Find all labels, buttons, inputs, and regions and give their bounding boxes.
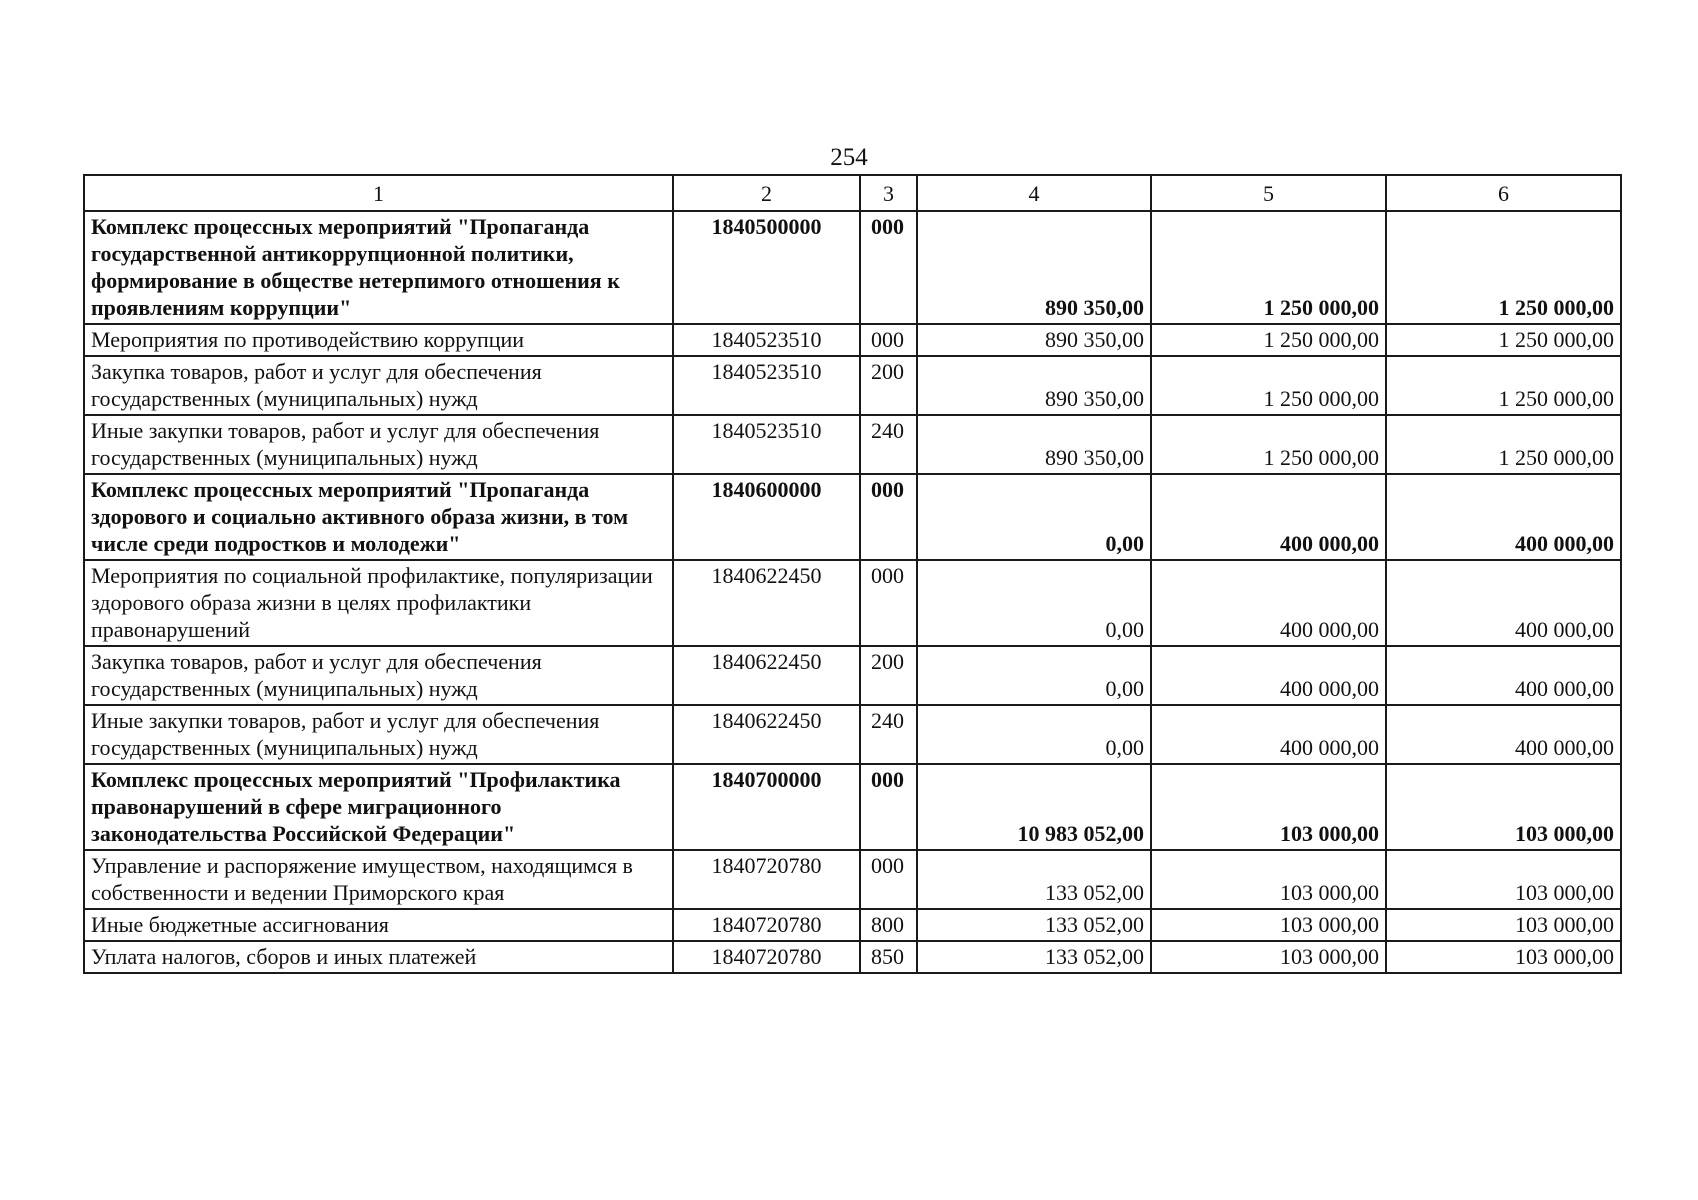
- amount-col5-cell: 103 000,00: [1151, 941, 1386, 973]
- table-row: [84, 646, 1621, 705]
- expense-type-cell: 000: [860, 324, 917, 356]
- table-row-subtotal: [84, 474, 1621, 560]
- table-row: [84, 705, 1621, 764]
- target-code-cell: 1840523510: [673, 356, 860, 415]
- amount-col4-cell: 0,00: [917, 474, 1151, 560]
- expense-type-cell: 000: [860, 474, 917, 560]
- expense-type-cell: 000: [860, 211, 917, 324]
- amount-col5-cell: 1 250 000,00: [1151, 211, 1386, 324]
- target-code-cell: 1840622450: [673, 560, 860, 646]
- amount-col4-cell: 133 052,00: [917, 850, 1151, 909]
- column-header-4: 4: [917, 175, 1151, 211]
- item-name-cell: Комплекс процессных мероприятий "Пропаганда государственной антикоррупционной политики, формирование в обществе нетерпимого отношения к проявлениям коррупции": [84, 211, 673, 324]
- target-code-cell: 1840622450: [673, 646, 860, 705]
- column-header-6: 6: [1386, 175, 1621, 211]
- target-code-cell: 1840720780: [673, 850, 860, 909]
- amount-col6-cell: 1 250 000,00: [1386, 211, 1621, 324]
- amount-col5-cell: 400 000,00: [1151, 705, 1386, 764]
- amount-col6-cell: 1 250 000,00: [1386, 356, 1621, 415]
- table-row-subtotal: [84, 211, 1621, 324]
- budget-table: [83, 174, 1622, 974]
- expense-type-cell: 200: [860, 646, 917, 705]
- expense-type-cell: 000: [860, 560, 917, 646]
- column-header-1: 1: [84, 175, 673, 211]
- amount-col4-cell: 133 052,00: [917, 909, 1151, 941]
- amount-col5-cell: 1 250 000,00: [1151, 324, 1386, 356]
- table-row: [84, 909, 1621, 941]
- item-name-cell: Иные бюджетные ассигнования: [84, 909, 673, 941]
- amount-col4-cell: 890 350,00: [917, 415, 1151, 474]
- amount-col6-cell: 400 000,00: [1386, 474, 1621, 560]
- item-name-cell: Мероприятия по противодействию коррупции: [84, 324, 673, 356]
- amount-col5-cell: 400 000,00: [1151, 560, 1386, 646]
- amount-col4-cell: 890 350,00: [917, 324, 1151, 356]
- table-row: [84, 850, 1621, 909]
- column-header-2: 2: [673, 175, 860, 211]
- amount-col6-cell: 1 250 000,00: [1386, 415, 1621, 474]
- item-name-cell: Управление и распоряжение имуществом, находящимся в собственности и ведении Приморского края: [84, 850, 673, 909]
- amount-col4-cell: 133 052,00: [917, 941, 1151, 973]
- amount-col4-cell: 0,00: [917, 646, 1151, 705]
- amount-col5-cell: 400 000,00: [1151, 646, 1386, 705]
- amount-col6-cell: 400 000,00: [1386, 560, 1621, 646]
- column-header-3: 3: [860, 175, 917, 211]
- item-name-cell: Мероприятия по социальной профилактике, популяризации здорового образа жизни в целях профилактики правонарушений: [84, 560, 673, 646]
- table-row: [84, 560, 1621, 646]
- table-row: [84, 324, 1621, 356]
- table-row-subtotal: [84, 764, 1621, 850]
- expense-type-cell: 000: [860, 764, 917, 850]
- expense-type-cell: 240: [860, 705, 917, 764]
- amount-col4-cell: 10 983 052,00: [917, 764, 1151, 850]
- amount-col6-cell: 103 000,00: [1386, 909, 1621, 941]
- page-number: 254: [830, 144, 868, 171]
- item-name-cell: Иные закупки товаров, работ и услуг для обеспечения государственных (муниципальных) нужд: [84, 705, 673, 764]
- amount-col4-cell: 890 350,00: [917, 356, 1151, 415]
- table-row: [84, 356, 1621, 415]
- expense-type-cell: 850: [860, 941, 917, 973]
- amount-col4-cell: 890 350,00: [917, 211, 1151, 324]
- item-name-cell: Иные закупки товаров, работ и услуг для обеспечения государственных (муниципальных) нужд: [84, 415, 673, 474]
- amount-col5-cell: 103 000,00: [1151, 909, 1386, 941]
- item-name-cell: Комплекс процессных мероприятий "Профилактика правонарушений в сфере миграционного законодательства Российской Федерации": [84, 764, 673, 850]
- target-code-cell: 1840523510: [673, 415, 860, 474]
- expense-type-cell: 000: [860, 850, 917, 909]
- item-name-cell: Комплекс процессных мероприятий "Пропаганда здорового и социально активного образа жизни, в том числе среди подростков и молодежи": [84, 474, 673, 560]
- target-code-cell: 1840600000: [673, 474, 860, 560]
- item-name-cell: Закупка товаров, работ и услуг для обеспечения государственных (муниципальных) нужд: [84, 356, 673, 415]
- amount-col6-cell: 103 000,00: [1386, 850, 1621, 909]
- item-name-cell: Уплата налогов, сборов и иных платежей: [84, 941, 673, 973]
- amount-col5-cell: 103 000,00: [1151, 850, 1386, 909]
- item-name-cell: Закупка товаров, работ и услуг для обеспечения государственных (муниципальных) нужд: [84, 646, 673, 705]
- target-code-cell: 1840523510: [673, 324, 860, 356]
- amount-col5-cell: 1 250 000,00: [1151, 415, 1386, 474]
- amount-col5-cell: 103 000,00: [1151, 764, 1386, 850]
- amount-col4-cell: 0,00: [917, 705, 1151, 764]
- target-code-cell: 1840720780: [673, 909, 860, 941]
- amount-col4-cell: 0,00: [917, 560, 1151, 646]
- target-code-cell: 1840622450: [673, 705, 860, 764]
- target-code-cell: 1840500000: [673, 211, 860, 324]
- expense-type-cell: 240: [860, 415, 917, 474]
- amount-col6-cell: 400 000,00: [1386, 705, 1621, 764]
- amount-col6-cell: 1 250 000,00: [1386, 324, 1621, 356]
- amount-col6-cell: 103 000,00: [1386, 764, 1621, 850]
- column-header-5: 5: [1151, 175, 1386, 211]
- amount-col5-cell: 1 250 000,00: [1151, 356, 1386, 415]
- target-code-cell: 1840700000: [673, 764, 860, 850]
- amount-col6-cell: 400 000,00: [1386, 646, 1621, 705]
- table-row: [84, 941, 1621, 973]
- expense-type-cell: 200: [860, 356, 917, 415]
- expense-type-cell: 800: [860, 909, 917, 941]
- table-header-row: [84, 175, 1621, 211]
- amount-col6-cell: 103 000,00: [1386, 941, 1621, 973]
- amount-col5-cell: 400 000,00: [1151, 474, 1386, 560]
- table-row: [84, 415, 1621, 474]
- target-code-cell: 1840720780: [673, 941, 860, 973]
